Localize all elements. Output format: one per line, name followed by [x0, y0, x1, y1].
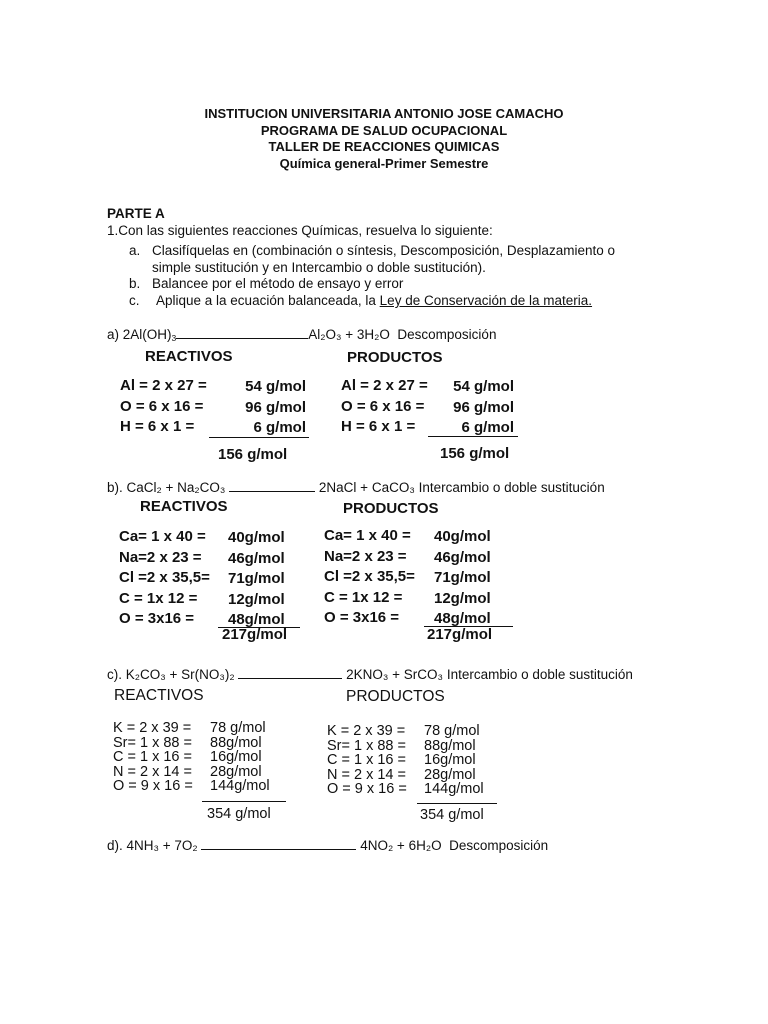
work-c-productos-rows [327, 724, 407, 797]
work-a-r-row: H = 6 x 1 = [120, 418, 195, 435]
reaction-c-products: 2KNO₃ + SrCO₃ [346, 667, 444, 682]
work-c-p-value: 16g/mol [424, 752, 476, 768]
reaction-a-reactants: a) 2Al(OH) [107, 327, 172, 342]
part-a-title: PARTE A [107, 206, 165, 221]
work-a-p-value: 54 g/mol [453, 378, 514, 395]
work-b-r-value: 40g/mol [228, 529, 285, 546]
work-a-reactivos-sum-line [209, 437, 309, 438]
work-c-r-row: Sr= 1 x 88 = [113, 734, 192, 751]
work-b-productos-title: PRODUCTOS [343, 500, 439, 517]
work-a-r-row: Al = 2 x 27 = [120, 377, 207, 394]
work-c-reactivos-values [210, 721, 270, 794]
workshop-title: TALLER DE REACCIONES QUIMICAS [268, 139, 500, 154]
work-b-p-value: 12g/mol [434, 589, 491, 607]
work-a-p-value: 96 g/mol [453, 398, 514, 416]
reaction-a-type: Descomposición [397, 327, 497, 342]
work-a-productos-values [434, 377, 514, 439]
work-c-p-row: Sr= 1 x 88 = [327, 737, 406, 754]
work-c-r-row: O = 9 x 16 = [113, 778, 193, 794]
work-b-productos-total: 217g/mol [427, 626, 493, 643]
work-c-p-value: 88g/mol [424, 737, 476, 754]
reaction-a-arrow-blank [176, 326, 308, 339]
program-title: PROGRAMA DE SALUD OCUPACIONAL [260, 122, 508, 138]
work-b-p-value: 46g/mol [434, 548, 491, 566]
work-a-r-value: 96 g/mol [245, 398, 306, 416]
work-c-r-value: 16g/mol [210, 749, 262, 765]
work-c-r-row: C = 1 x 16 = [113, 749, 192, 765]
work-c-p-value: 144g/mol [424, 781, 484, 797]
reaction-c-type: Intercambio o doble sustitución [446, 667, 633, 682]
work-c-p-value: 28g/mol [424, 766, 476, 783]
work-a-p-row: Al = 2 x 27 = [341, 377, 428, 394]
work-b-r-value: 71g/mol [228, 570, 285, 587]
work-c-r-value: 88g/mol [210, 734, 262, 751]
work-a-r-row: O = 6 x 16 = [120, 397, 204, 415]
work-b-r-row: O = 3x16 = [119, 610, 195, 627]
work-b-reactivos-total: 217g/mol [222, 626, 288, 643]
reaction-d-products: 4NO₂ + 6H₂O [360, 838, 442, 853]
work-c-p-value: 78 g/mol [424, 723, 480, 739]
reaction-c-reactants: c). K₂CO₃ + Sr(NO₃)₂ [107, 667, 235, 682]
work-c-productos-sum-line [417, 803, 497, 804]
work-b-reactivos-values [228, 528, 285, 631]
work-a-p-row: H = 6 x 1 = [341, 418, 416, 435]
work-c-productos-title: PRODUCTOS [346, 688, 445, 705]
work-b-reactivos-rows [119, 527, 210, 630]
work-a-reactivos-rows [120, 376, 207, 438]
document-header [0, 106, 768, 172]
work-c-r-value: 28g/mol [210, 763, 262, 780]
work-b-p-value: 71g/mol [434, 569, 491, 586]
conservation-law-link: Ley de Conservación de la materia. [379, 293, 593, 308]
reaction-b-products: 2NaCl + CaCO₃ [318, 480, 415, 495]
work-c-p-row: K = 2 x 39 = [327, 723, 406, 739]
work-c-p-row: C = 1 x 16 = [327, 752, 406, 768]
reaction-b-type: Intercambio o doble sustitución [418, 480, 605, 495]
work-b-productos-values [434, 527, 491, 630]
work-c-r-value: 78 g/mol [210, 720, 266, 736]
work-a-productos-rows [341, 376, 428, 438]
work-b-p-value: 48g/mol [434, 610, 491, 627]
work-c-p-row: O = 9 x 16 = [327, 781, 407, 797]
work-c-reactivos-sum-line [202, 801, 286, 802]
work-a-reactivos-total: 156 g/mol [218, 446, 288, 463]
work-b-r-value: 12g/mol [228, 590, 285, 608]
reaction-a-subscript: 3 [171, 333, 177, 343]
reaction-d [107, 837, 548, 853]
work-b-r-value: 48g/mol [228, 611, 285, 628]
item-a-marker: a. [129, 243, 141, 258]
item-b-text: Balancee por el método de ensayo y error [152, 276, 404, 291]
work-c-productos-values [424, 724, 484, 797]
work-c-reactivos-total: 354 g/mol [207, 806, 271, 822]
work-b-reactivos-title: REACTIVOS [140, 498, 228, 515]
work-a-productos-total: 156 g/mol [440, 445, 510, 462]
work-c-productos-total: 354 g/mol [420, 807, 484, 823]
work-c-reactivos-rows [113, 721, 193, 794]
work-b-p-row: Cl =2 x 35,5= [324, 568, 415, 585]
item-b-marker: b. [129, 276, 141, 291]
work-c-reactivos-title: REACTIVOS [114, 687, 204, 704]
reaction-d-type: Descomposición [449, 838, 549, 853]
institution-title: INSTITUCION UNIVERSITARIA ANTONIO JOSE CAMACHO [204, 106, 564, 121]
work-c-r-row: K = 2 x 39 = [113, 720, 192, 736]
part-a-instruction: 1.Con las siguientes reacciones Químicas, resuelva lo siguiente: [107, 223, 493, 238]
work-b-productos-rows [324, 526, 415, 629]
work-a-p-value: 6 g/mol [461, 419, 514, 436]
work-a-r-value: 54 g/mol [245, 378, 306, 395]
work-b-p-row: O = 3x16 = [324, 609, 400, 626]
reaction-d-reactants: d). 4NH₃ + 7O₂ [107, 838, 198, 853]
work-b-r-row: C = 1x 12 = [119, 589, 198, 607]
item-a-text-line2: simple sustitución y en Intercambio o doble sustitución). [152, 260, 486, 275]
work-b-p-row: C = 1x 12 = [324, 588, 403, 606]
reaction-d-arrow-blank [201, 837, 356, 850]
reaction-c [107, 666, 633, 682]
reaction-a [107, 326, 496, 342]
work-a-reactivos-title: REACTIVOS [145, 348, 233, 365]
reaction-a-products: Al₂O₃ + 3H₂O [308, 327, 390, 342]
work-a-productos-title: PRODUCTOS [347, 349, 443, 366]
reaction-b [107, 479, 605, 495]
reaction-b-reactants: b). CaCl₂ + Na₂CO₃ [107, 480, 226, 495]
work-b-r-row: Ca= 1 x 40 = [119, 528, 206, 545]
work-a-reactivos-values [226, 377, 306, 439]
item-c-text [156, 293, 592, 308]
work-b-r-value: 46g/mol [228, 549, 285, 567]
work-a-p-row: O = 6 x 16 = [341, 397, 425, 415]
reaction-c-arrow-blank [238, 666, 342, 679]
work-b-r-row: Na=2 x 23 = [119, 548, 202, 566]
work-c-r-row: N = 2 x 14 = [113, 763, 192, 780]
reaction-b-arrow-blank [229, 479, 315, 492]
item-c-marker: c. [129, 293, 140, 308]
work-a-r-value: 6 g/mol [253, 419, 306, 436]
work-b-r-row: Cl =2 x 35,5= [119, 569, 210, 586]
work-b-p-value: 40g/mol [434, 528, 491, 545]
work-b-p-row: Na=2 x 23 = [324, 547, 407, 565]
work-a-productos-sum-line [428, 436, 518, 437]
item-c-prefix: Aplique a la ecuación balanceada, la [156, 293, 380, 308]
course-subtitle: Química general-Primer Semestre [279, 155, 489, 171]
work-c-r-value: 144g/mol [210, 778, 270, 794]
work-c-p-row: N = 2 x 14 = [327, 766, 406, 783]
item-a-text-line1: Clasifíquelas en (combinación o síntesis, Descomposición, Desplazamiento o [152, 243, 615, 258]
work-b-p-row: Ca= 1 x 40 = [324, 527, 411, 544]
